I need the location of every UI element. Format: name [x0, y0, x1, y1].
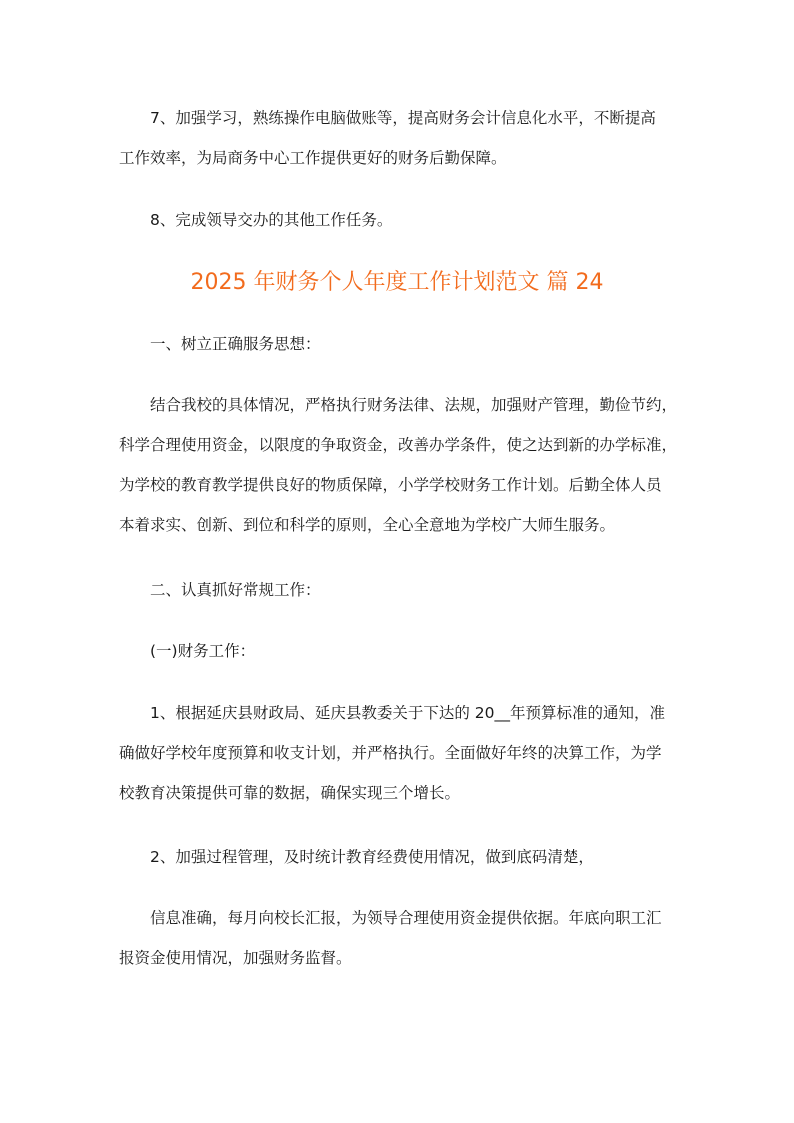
heading-finance-work: [119, 631, 687, 671]
paragraph-line: 1、根据延庆县财政局、延庆县教委关于下达的 20__年预算标准的通知，准: [119, 704, 666, 722]
paragraph-line: 工作效率，为局商务中心工作提供更好的财务后勤保障。: [119, 149, 507, 167]
section-title: 2025 年财务个人年度工作计划范文 篇 24: [190, 270, 604, 295]
paragraph-item-1: [119, 693, 687, 813]
paragraph-line: 科学合理使用资金，以限度的争取资金，改善办学条件，使之达到新的办学标准，: [119, 436, 678, 454]
paragraph-service-detail: [119, 385, 687, 545]
paragraph-item-8: [119, 200, 687, 240]
paragraph-item-7: [119, 98, 687, 178]
heading-routine-work: [119, 570, 687, 610]
paragraph-line: 校教育决策提供可靠的数据，确保实现三个增长。: [119, 784, 461, 802]
paragraph-line: 确做好学校年度预算和收支计划，并严格执行。全面做好年终的决算工作，为学: [119, 744, 662, 762]
paragraph-line: 一、树立正确服务思想：: [119, 335, 321, 353]
heading-service-thought: [119, 324, 687, 364]
paragraph-line: 报资金使用情况，加强财务监督。: [119, 949, 352, 967]
paragraph-line: 8、完成领导交办的其他工作任务。: [119, 211, 393, 229]
paragraph-line: (一)财务工作：: [119, 642, 256, 660]
paragraph-line: 二、认真抓好常规工作：: [119, 581, 321, 599]
paragraph-item-2: [119, 837, 687, 877]
paragraph-info-accuracy: [119, 898, 687, 978]
paragraph-line: 为学校的教育教学提供良好的物质保障，小学学校财务工作计划。后勤全体人员: [119, 476, 662, 494]
paragraph-line: 信息准确，每月向校长汇报，为领导合理使用资金提供依据。年底向职工汇: [119, 909, 662, 927]
paragraph-line: 7、加强学习，熟练操作电脑做账等，提高财务会计信息化水平，不断提高: [119, 109, 656, 127]
paragraph-line: 本着求实、创新、到位和科学的原则，全心全意地为学校广大师生服务。: [119, 516, 616, 534]
paragraph-line: 结合我校的具体情况，严格执行财务法律、法规，加强财产管理，勤俭节约，: [119, 396, 678, 414]
paragraph-line: 2、加强过程管理，及时统计教育经费使用情况，做到底码清楚，: [119, 848, 594, 866]
